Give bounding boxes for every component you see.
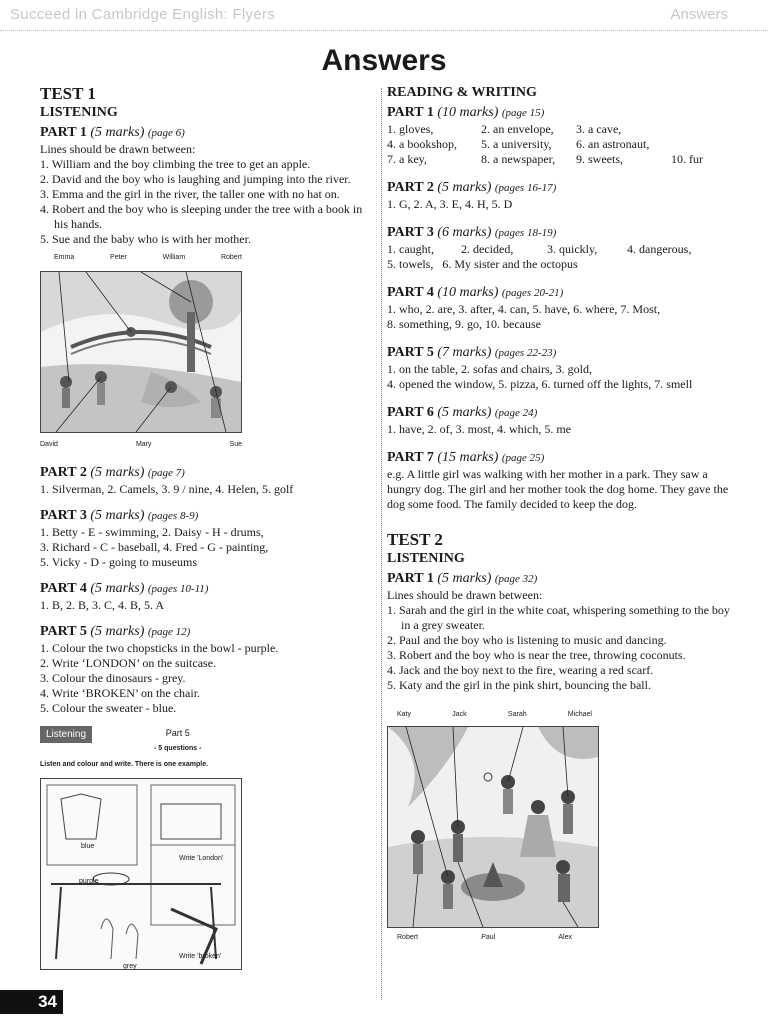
- column-divider: [381, 88, 382, 1000]
- park-illustration: [40, 250, 252, 452]
- part-marks: (5 marks): [90, 465, 145, 480]
- part-pages: (page 12): [147, 626, 191, 638]
- part-heading: [387, 404, 732, 422]
- part-pages: (page 24): [494, 407, 538, 419]
- answer-line: 3. Richard - C - baseball, 4. Fred - G - painting,: [40, 540, 269, 554]
- part-heading: [40, 580, 372, 598]
- part-marks: (5 marks): [90, 125, 145, 140]
- answer-cell: 3. a cave,: [576, 122, 622, 136]
- answer-cell: 4. dangerous,: [627, 242, 692, 256]
- name-label: Sarah: [507, 711, 527, 718]
- part-title: PART 1: [40, 125, 87, 140]
- part-pages: (pages 18-19): [494, 227, 557, 239]
- part-heading: [40, 464, 372, 482]
- name-label: Katy: [397, 711, 412, 718]
- answer-cell: 2. an envelope,: [481, 122, 554, 136]
- part-marks: (5 marks): [90, 581, 145, 596]
- part-pages: (page 32): [494, 573, 538, 585]
- campfire-scene-image: [387, 726, 599, 928]
- answer-line: 5. Colour the sweater - blue.: [40, 701, 177, 715]
- part-title: PART 6: [387, 405, 434, 420]
- name-label: William: [162, 254, 186, 261]
- part-title: PART 2: [40, 465, 87, 480]
- answer-line: 8. something, 9. go, 10. because: [387, 317, 541, 331]
- part-heading: [40, 623, 372, 641]
- page-title: Answers: [321, 44, 447, 77]
- part-pages: (pages 22-23): [494, 347, 557, 359]
- illustration-top-labels: [40, 250, 252, 265]
- park-scene-image: [40, 271, 242, 433]
- park-scene-drawing: [41, 272, 241, 432]
- part-pages: (page 6): [147, 127, 185, 139]
- listening-badge: Listening: [40, 726, 92, 743]
- illustration-bottom-labels: [40, 437, 252, 452]
- part-pages: (page 7): [147, 467, 185, 479]
- campfire-illustration: [387, 707, 602, 945]
- header-book-title: Succeed in Cambridge English: Flyers: [10, 6, 276, 23]
- answer-cell: 7. a key,: [387, 152, 427, 166]
- name-label: Alex: [558, 934, 572, 941]
- instruction: Lines should be drawn between:: [387, 588, 543, 602]
- part-heading: [387, 224, 732, 242]
- part-title: PART 3: [387, 225, 434, 240]
- answer-cell: [671, 137, 731, 152]
- name-label: Robert: [220, 254, 242, 261]
- part-pages: (pages 10-11): [147, 583, 209, 595]
- answer-line: 4. Robert and the boy who is sleeping under the tree with a book in his hands.: [40, 202, 363, 231]
- answer-line: 3. Colour the dinosaurs - grey.: [40, 671, 186, 685]
- answer-line: 1. G, 2. A, 3. E, 4. H, 5. D: [387, 197, 513, 211]
- page-number: 34: [0, 990, 63, 1014]
- answer-line: 3. Emma and the girl in the river, the taller one with no hat on.: [40, 187, 340, 201]
- questions-label: - 5 questions -: [154, 745, 202, 752]
- campfire-scene-drawing: [388, 727, 598, 927]
- part-heading: [387, 284, 732, 302]
- answer-line: 1. Sarah and the girl in the white coat, whispering something to the boy in a grey sweater.: [387, 603, 730, 632]
- annotation-label: Write 'broken': [179, 953, 222, 960]
- part-marks: (5 marks): [90, 508, 145, 523]
- test-heading: TEST 1: [40, 84, 96, 103]
- part-marks: (10 marks): [437, 285, 499, 300]
- part-title: PART 4: [387, 285, 434, 300]
- part-label: Part 5: [165, 728, 190, 738]
- right-column: [387, 84, 732, 945]
- name-label: Peter: [110, 254, 127, 261]
- illustration-top-labels: [387, 707, 602, 722]
- part-title: PART 1: [387, 105, 434, 120]
- name-label: Jack: [452, 711, 467, 718]
- answer-line: 1. on the table, 2. sofas and chairs, 3. gold,: [387, 362, 592, 376]
- header-section: Answers: [670, 6, 728, 23]
- answer-line: 1. who, 2. are, 3. after, 4. can, 5. have, 6. where, 7. Most,: [387, 302, 661, 316]
- answer-line: 3. Robert and the boy who is near the tree, throwing coconuts.: [387, 648, 686, 662]
- header-rule: [0, 30, 768, 31]
- part-marks: (10 marks): [437, 105, 499, 120]
- model-answer: e.g. A little girl was walking with her mother in a park. They saw a hungry dog. The girl and her mother took the dog home. They gave the dog some food. The family decided to keep the dog.: [387, 467, 729, 511]
- kitchen-illustration: [40, 726, 255, 970]
- part-pages: (page 15): [501, 107, 545, 119]
- part-title: PART 2: [387, 180, 434, 195]
- part-marks: (6 marks): [437, 225, 492, 240]
- name-label: Emma: [54, 254, 75, 261]
- answer-cell: 2. decided,: [461, 242, 514, 256]
- part-heading: [387, 344, 732, 362]
- answer-grid: [387, 242, 732, 257]
- annotation-label: grey: [123, 963, 137, 970]
- test-heading: TEST 2: [387, 530, 443, 549]
- answer-cell: 9. sweets,: [576, 152, 623, 166]
- left-column: [40, 84, 372, 970]
- name-label: Sue: [229, 441, 242, 448]
- part-marks: (5 marks): [90, 624, 145, 639]
- answer-cell: 6. an astronaut,: [576, 137, 650, 151]
- part-pages: (pages 16-17): [494, 182, 557, 194]
- name-label: Mary: [135, 441, 152, 448]
- part-title: PART 4: [40, 581, 87, 596]
- answer-line: 5. Katy and the girl in the pink shirt, bouncing the ball.: [387, 678, 651, 692]
- answer-cell: 4. a bookshop,: [387, 137, 457, 151]
- part-title: PART 7: [387, 450, 434, 465]
- section-heading: LISTENING: [40, 105, 118, 120]
- answer-line: 5. Sue and the baby who is with her mother.: [40, 232, 251, 246]
- kitchen-scene-image: [40, 778, 242, 970]
- part-marks: (5 marks): [437, 571, 492, 586]
- name-label: David: [40, 441, 58, 448]
- part-title: PART 1: [387, 571, 434, 586]
- answer-cell: [671, 122, 731, 137]
- part-pages: (pages 8-9): [147, 510, 199, 522]
- part-pages: (pages 20-21): [501, 287, 564, 299]
- answer-line: 2. Write ‘LONDON’ on the suitcase.: [40, 656, 217, 670]
- answer-line: 4. Write ‘BROKEN’ on the chair.: [40, 686, 201, 700]
- kitchen-scene-drawing: [41, 779, 241, 969]
- annotation-label: purple: [79, 878, 99, 885]
- exercise-instruction: Listen and colour and write. There is one example.: [40, 761, 209, 768]
- name-label: Paul: [481, 934, 496, 941]
- part-marks: (15 marks): [437, 450, 499, 465]
- name-label: Robert: [397, 934, 419, 941]
- part-marks: (5 marks): [437, 180, 492, 195]
- answer-line: 1. Colour the two chopsticks in the bowl - purple.: [40, 641, 279, 655]
- answer-cell: 10. fur: [671, 152, 703, 166]
- answer-line: 4. Jack and the boy next to the fire, wearing a red scarf.: [387, 663, 654, 677]
- illustration-bottom-labels: [387, 930, 602, 945]
- answer-line: 4. opened the window, 5. pizza, 6. turned off the lights, 7. smell: [387, 377, 693, 391]
- answer-line: 1. have, 2. of, 3. most, 4. which, 5. me: [387, 422, 571, 436]
- part-heading: [387, 570, 732, 588]
- answer-line: 2. Paul and the boy who is listening to music and dancing.: [387, 633, 667, 647]
- part-title: PART 5: [387, 345, 434, 360]
- answer-line: 1. William and the boy climbing the tree to get an apple.: [40, 157, 311, 171]
- section-heading: LISTENING: [387, 551, 465, 566]
- part-heading: [40, 124, 372, 142]
- name-label: Michael: [567, 711, 592, 718]
- part-heading: [387, 449, 732, 467]
- answer-cell: 1. caught,: [387, 242, 434, 256]
- part-marks: (7 marks): [437, 345, 492, 360]
- answer-line: 2. David and the boy who is laughing and jumping into the river.: [40, 172, 351, 186]
- part-title: PART 5: [40, 624, 87, 639]
- answer-line: 1. B, 2. B, 3. C, 4. B, 5. A: [40, 598, 165, 612]
- part-heading: [387, 179, 732, 197]
- answer-cell: 1. gloves,: [387, 122, 434, 136]
- answer-grid: [387, 122, 732, 167]
- part-heading: [40, 507, 372, 525]
- part-marks: (5 marks): [437, 405, 492, 420]
- answer-line: 5. towels, 6. My sister and the octopus: [387, 257, 578, 271]
- answer-cell: 3. quickly,: [547, 242, 598, 256]
- part-title: PART 3: [40, 508, 87, 523]
- answer-line: 1. Betty - E - swimming, 2. Daisy - H - drums,: [40, 525, 264, 539]
- instruction: Lines should be drawn between:: [40, 142, 196, 156]
- annotation-label: blue: [81, 843, 95, 850]
- section-heading: READING & WRITING: [387, 85, 537, 100]
- answer-line: 1. Silverman, 2. Camels, 3. 9 / nine, 4. Helen, 5. golf: [40, 482, 294, 496]
- answer-line: 5. Vicky - D - going to museums: [40, 555, 198, 569]
- part-heading: [387, 104, 732, 122]
- answer-cell: 8. a newspaper,: [481, 152, 556, 166]
- part-pages: (page 25): [501, 452, 545, 464]
- annotation-label: Write 'London': [179, 855, 224, 862]
- answer-cell: 5. a university,: [481, 137, 552, 151]
